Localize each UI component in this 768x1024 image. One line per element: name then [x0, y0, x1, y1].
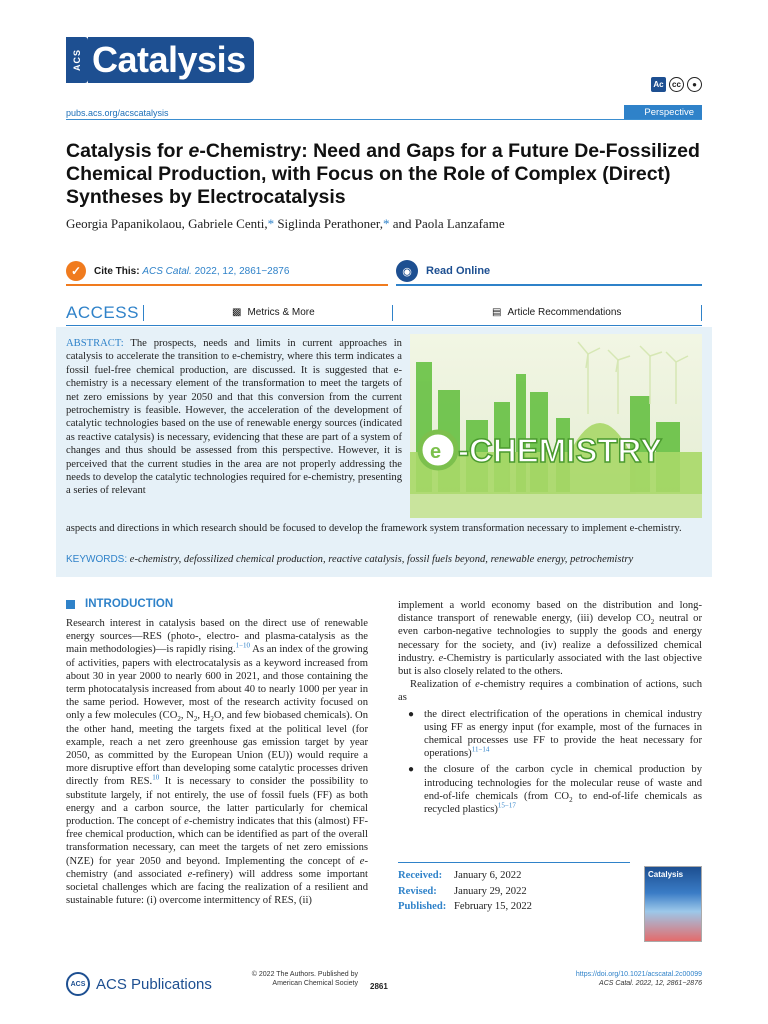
acs-seal-icon: ACS: [66, 972, 90, 996]
citation-link[interactable]: 11−14: [471, 745, 490, 754]
footer-citation-text: ACS Catal. 2022, 12, 2861−2876: [599, 980, 702, 987]
cover-title: Catalysis: [648, 870, 684, 879]
revised-date: Revised: January 29, 2022: [398, 885, 527, 897]
list-item: ● the direct electrification of the operations in chemical industry using FF as energy input (for example, most of the furnaces in chemical processes use FF to provide the heat necessary for operations)$^{11-14}$: [408, 708, 702, 760]
document-icon: ▤: [492, 307, 502, 318]
toc-graphic: [410, 334, 702, 518]
footer-citation: [576, 970, 702, 988]
cite-label: Cite This:: [94, 265, 140, 277]
page-number: 2861: [370, 982, 388, 991]
access-label: ACCESS: [66, 302, 139, 322]
abstract-continuation: aspects and directions in which research should be focused to develop the framework system transformation necessary to implement e-chemistry.: [66, 523, 682, 534]
access-bar: [66, 300, 702, 326]
cite-journal[interactable]: ACS Catal. 2022, 12, 2861−2876: [142, 265, 290, 277]
graphic-label: -CHEMISTRY: [458, 432, 663, 469]
recommendations-button[interactable]: [492, 307, 621, 318]
intro-left-column: [66, 617, 368, 907]
publication-dates: [398, 868, 532, 915]
intro-paragraph-2: implement a world economy based on the distribution and long-distance transport of renewable energy, (iii) develop $CO_2$ neutral or even carbon-negative technologies to supply the goods and energy necessary for the society, and (iv) realize a defossilized chemical industry. e-Chemistry is particularly associated with the last objective but is also closely related to the others.: [398, 600, 702, 678]
abstract-label: ABSTRACT:: [66, 338, 124, 349]
keywords-label: KEYWORDS:: [66, 554, 128, 565]
acs-mark: ACS: [66, 37, 88, 83]
ac-icon: Ac: [651, 77, 666, 92]
by-icon: ●: [687, 77, 702, 92]
license-icons: [651, 77, 702, 92]
authors-second: Siglinda Perathoner,: [274, 216, 383, 231]
intro-paragraph-1: Research interest in catalysis based on the direct use of renewable energy sources—RES (photo-, electro- and plasma-catalysis as the main methodologies)—is rapidly rising.$^{1-10}$ As an index of the growing of activities, papers with electrocatalysis as a keyword increased from about 30 in year 2000 to nearly 600 in 2021, and those containing the term photocatalysis increased from about 40 to nearly 1000 per year in the same period. However, most of the research activity focused on only a few molecules ($CO_2$, $N_2$, $H_2O$, and few biobased chemicals). On the other hand, meeting the targets fixed at the political level (for example, reach a net zero greenhouse gas emission target by year 2050, as committed by the European Union (EU)) would require a more disruptive effort than developing some catalytic processes driven directly from RES.$^{10}$ It is necessary to consider the possibility to substitute largely, if not entirely, the use of fossil fuels (FF) as both energy and a carbon source, the latter particularly for chemical production. The concept of e-chemistry indicates that this (almost) FF-free chemical production, which can be identified as part of the overall transformation necessary, can meet the targets of net zero emissions (NZE) for year 2050 and beyond. Implementing the concept of e-chemistry (and associated e-refinery) will address some important societal challenges which are facing the realization of a resilient and sustainable future: (i) overcome intermittency of RES, (ii): [66, 618, 368, 907]
corresponding-star[interactable]: *: [267, 216, 275, 231]
citation-link[interactable]: 1−10: [235, 641, 251, 650]
section-badge: Perspective: [624, 105, 702, 120]
intro-paragraph-3: Realization of e-chemistry requires a combination of actions, such as: [398, 679, 702, 704]
svg-text:e: e: [430, 441, 442, 463]
received-date: Received: January 6, 2022: [398, 870, 522, 881]
authors-first: Georgia Papanikolaou, Gabriele Centi,: [66, 216, 268, 231]
access-divider: [143, 305, 144, 321]
square-bullet-icon: [66, 600, 75, 609]
globe-icon: ◉: [396, 260, 418, 282]
section-heading: [66, 598, 173, 610]
intro-right-column: [398, 599, 702, 819]
publisher-name: ACS Publications: [96, 975, 212, 993]
header-divider: [66, 119, 702, 120]
metrics-button[interactable]: [232, 307, 315, 318]
keywords: [66, 554, 702, 565]
read-online-button[interactable]: [396, 258, 702, 286]
bullet-icon: ●: [408, 764, 415, 776]
bullet-icon: ●: [408, 708, 415, 720]
metrics-divider: [392, 305, 393, 321]
corresponding-star[interactable]: *: [382, 216, 390, 231]
copyright-notice: © 2022 The Authors. Published by American Chemical Society: [251, 971, 358, 987]
citation-link[interactable]: 10: [152, 773, 160, 782]
metrics-label: Metrics & More: [247, 307, 315, 318]
abstract-text-part1: The prospects, needs and limits in current approaches in catalysis to accelerate the transition to e-chemistry, where this term indicates a fossil fuel-free chemical production, are discussed. It is suggested that e-chemistry is a necessary element of the transformation to meet the targets of net zero emissions by year 2050 and that this conversion from the current petrochemistry is feasible. However, the acceleration of the development of catalytic technologies based on the use of renewable energy sources (indicated as reactive catalysis) is necessary, evidencing that these are part of a system of changes and thus should be assessed from this perspective. However, it is perceived that the current studies in the area are not properly addressing the needs to develop the catalytic technologies required for e-chemistry, presenting a series of relevant: [66, 338, 402, 497]
journal-name: Catalysis: [88, 37, 254, 83]
journal-logo[interactable]: [66, 37, 254, 83]
bar-chart-icon: ▩: [232, 307, 242, 318]
cc-icon: cc: [669, 77, 684, 92]
dates-divider: [398, 862, 630, 863]
recs-divider: [701, 305, 702, 321]
journal-url[interactable]: pubs.acs.org/acscatalysis: [66, 108, 169, 118]
recommendations-label: Article Recommendations: [507, 307, 622, 318]
read-online-label: Read Online: [426, 265, 491, 277]
checkmark-icon: ✓: [66, 261, 86, 281]
intro-heading-label: INTRODUCTION: [85, 598, 174, 610]
citation-link[interactable]: 15−17: [497, 801, 516, 810]
publisher-logo[interactable]: [66, 972, 212, 996]
doi-link[interactable]: https://doi.org/10.1021/acscatal.2c00099: [575, 971, 702, 978]
abstract-body: [66, 337, 402, 498]
cite-this-button[interactable]: [66, 258, 388, 286]
article-title: Catalysis for e-Chemistry: Need and Gaps for a Future De-Fossilized Chemical Production, with Focus on the Role of Complex (Direct) Syntheses by Electrocatalysis: [66, 140, 700, 208]
published-date: Published: February 15, 2022: [398, 901, 532, 912]
authors-third: and Paola Lanzafame: [389, 216, 505, 231]
journal-cover-image[interactable]: [644, 866, 702, 942]
author-list: [66, 216, 505, 232]
list-item: ● the closure of the carbon cycle in chemical production by introducing technologies for the molecular reuse of waste and end-of-life chemicals (from $CO_2$ to end-of-life chemicals as recycled plastics)$^{15-17}$: [408, 764, 702, 816]
keywords-list: e-chemistry, defossilized chemical production, reactive catalysis, fossil fuels beyond, renewable energy, petrochemistry: [129, 554, 634, 565]
